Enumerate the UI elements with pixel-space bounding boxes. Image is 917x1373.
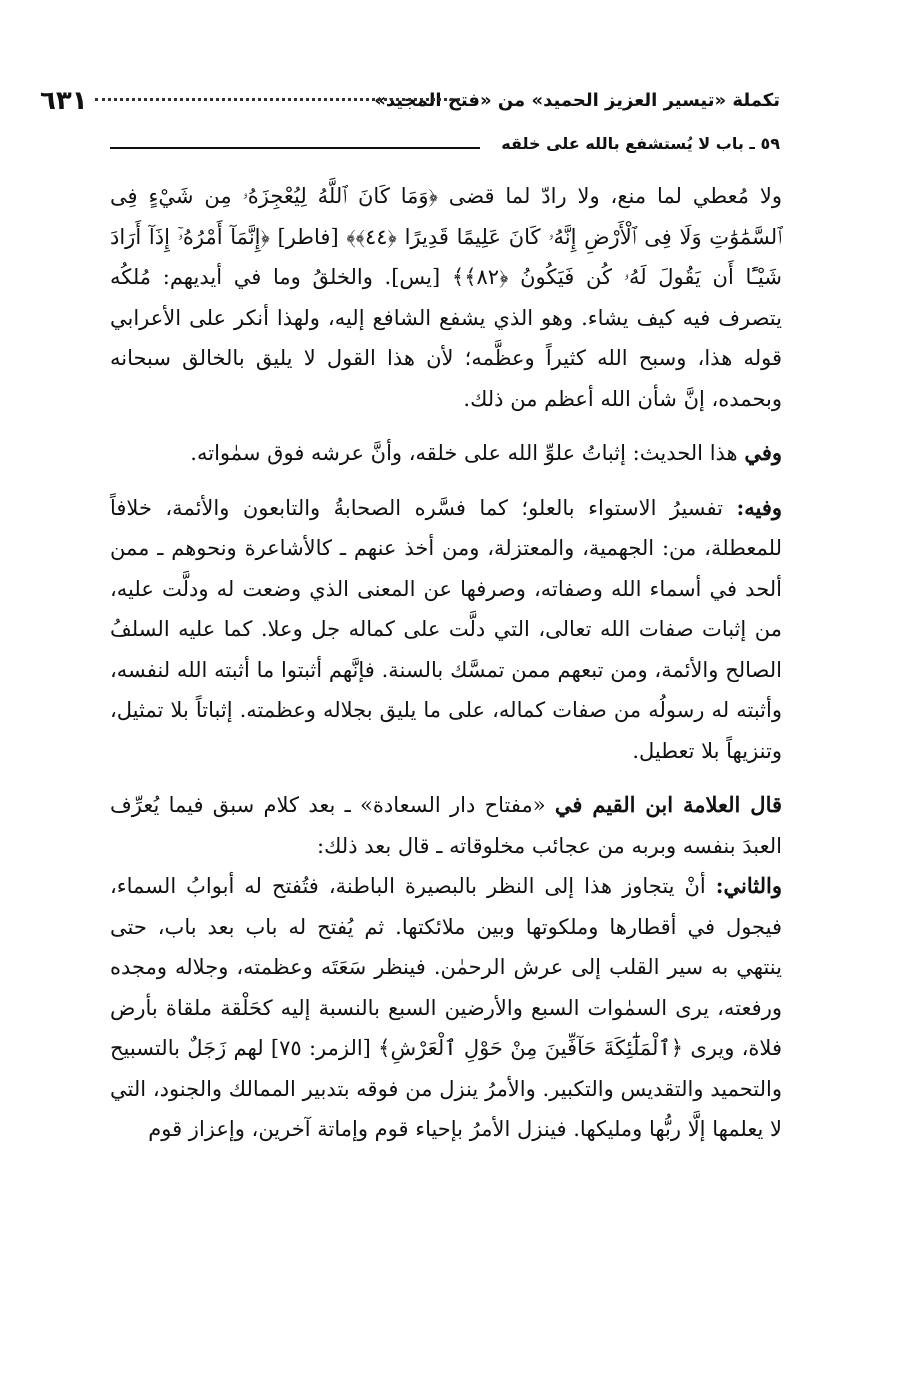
paragraph-2 <box>110 433 782 474</box>
paragraph-4 <box>110 785 782 866</box>
header-title: تكملة «تيسير العزيز الحميد» من «فتح المجيد» <box>374 90 780 111</box>
body-text <box>110 176 782 1164</box>
paragraph-3-lead: وفيه: <box>736 494 782 520</box>
paragraph-1 <box>110 176 782 419</box>
chapter-heading <box>110 130 780 160</box>
running-header <box>40 86 780 122</box>
paragraph-5-text: أنْ يتجاوز هذا إلى النظر بالبصيرة الباطنة، فتُفتح له أبوابُ السماء، فيجول في أقطارها وملكوتها وبين ملائكتها. ثم يُفتح له باب بعد باب، حتى ينتهي به سير القلب إلى عرش الرحمٰن. فينظر سَعَتَه وعظمته، وجلاله ومجده ورفعته، يرى السمٰوات السبع والأرضين السبع بالنسبة إليه كحَلْقة ملقاة بأرض فلاة، ويرى ﴿ٱلْمَلَٰٓئِكَةَ حَآفِّينَ مِنْ حَوْلِ ٱلْعَرْشِ﴾ [الزمر: ٧٥] لهم زَجَلٌ بالتسبيح والتحميد والتقديس والتكبير. والأمرُ ينزل من فوقه بتدبير الممالك والجنود، التي لا يعلمها إلَّا ربُّها ومليكها. فينزل الأمرُ بإحياء قوم وإماتة آخرين، وإعزاز قوم <box>110 874 782 1141</box>
paragraph-1-text: ولا مُعطي لما منع، ولا رادّ لما قضى ﴿وَمَا كَانَ ٱللَّهُ لِيُعْجِزَهُۥ مِن شَيْءٍ فِى ٱلسَّمَٰوَٰتِ وَلَا فِى ٱلْأَرْضِ إِنَّهُۥ كَانَ عَلِيمًا قَدِيرًا ﴿٤٤﴾﴾ [فاطر] ﴿إِنَّمَآ أَمْرُهُۥٓ إِذَآ أَرَادَ شَيْـًٔا أَن يَقُولَ لَهُۥ كُن فَيَكُونُ ﴿٨٢﴾﴾ [يس]. والخلقُ وما في أيديهم: مُلكُه يتصرف فيه كيف يشاء. وهو الذي يشفع الشافع إليه، ولهذا أنكر على الأعرابي قوله هذا، وسبح الله كثيراً وعظَّمه؛ لأن هذا القول لا يليق بالخالق سبحانه وبحمده، إنَّ شأن الله أعظم من ذلك. <box>110 184 783 411</box>
paragraph-4-lead: قال العلامة ابن القيم في <box>554 792 783 817</box>
header-dotted-leader <box>95 98 460 101</box>
paragraph-3-text: تفسيرُ الاستواء بالعلو؛ كما فسَّره الصحابةُ والتابعون والأئمة، خلافاً للمعطلة، من: الجهمية، والمعتزلة، ومن أخذ عنهم ـ كالأشاعرة ونحوهم ـ ممن ألحد في أسماء الله وصفاته، وصرفها عن المعنى الذي وضعت له ودلَّت عليه، من إثبات صفات الله تعالى، التي دلَّت على كماله جل وعلا. كما عليه السلفُ الصالح والأئمة، ومن تبعهم ممن تمسَّك بالسنة. فإنَّهم أثبتوا ما أثبته الله لنفسه، وأثبته له رسولُه من صفات كماله، على ما يليق بجلاله وعظمته. إثباتاً بلا تمثيل، وتنزيهاً بلا تعطيل. <box>110 495 782 763</box>
paragraph-3 <box>110 488 782 772</box>
paragraph-2-lead: وفي <box>744 440 782 465</box>
page-number: ٦٣١ <box>40 86 88 116</box>
paragraph-5 <box>110 866 782 1150</box>
paragraph-2-text: هذا الحديث: إثباتُ علوِّ الله على خلقه، وأنَّ عرشه فوق سمٰواته. <box>190 441 738 465</box>
paragraph-5-lead: والثاني: <box>715 873 782 898</box>
paragraph-4-text: «مفتاح دار السعادة» ـ بعد كلام سبق فيما يُعرِّف العبدَ بنفسه وبربه من عجائب مخلوقاته ـ قال بعد ذلك: <box>110 793 782 858</box>
chapter-title: ٥٩ ـ باب لا يُستشفع بالله على خلقه <box>501 134 780 153</box>
chapter-rule <box>110 147 480 149</box>
